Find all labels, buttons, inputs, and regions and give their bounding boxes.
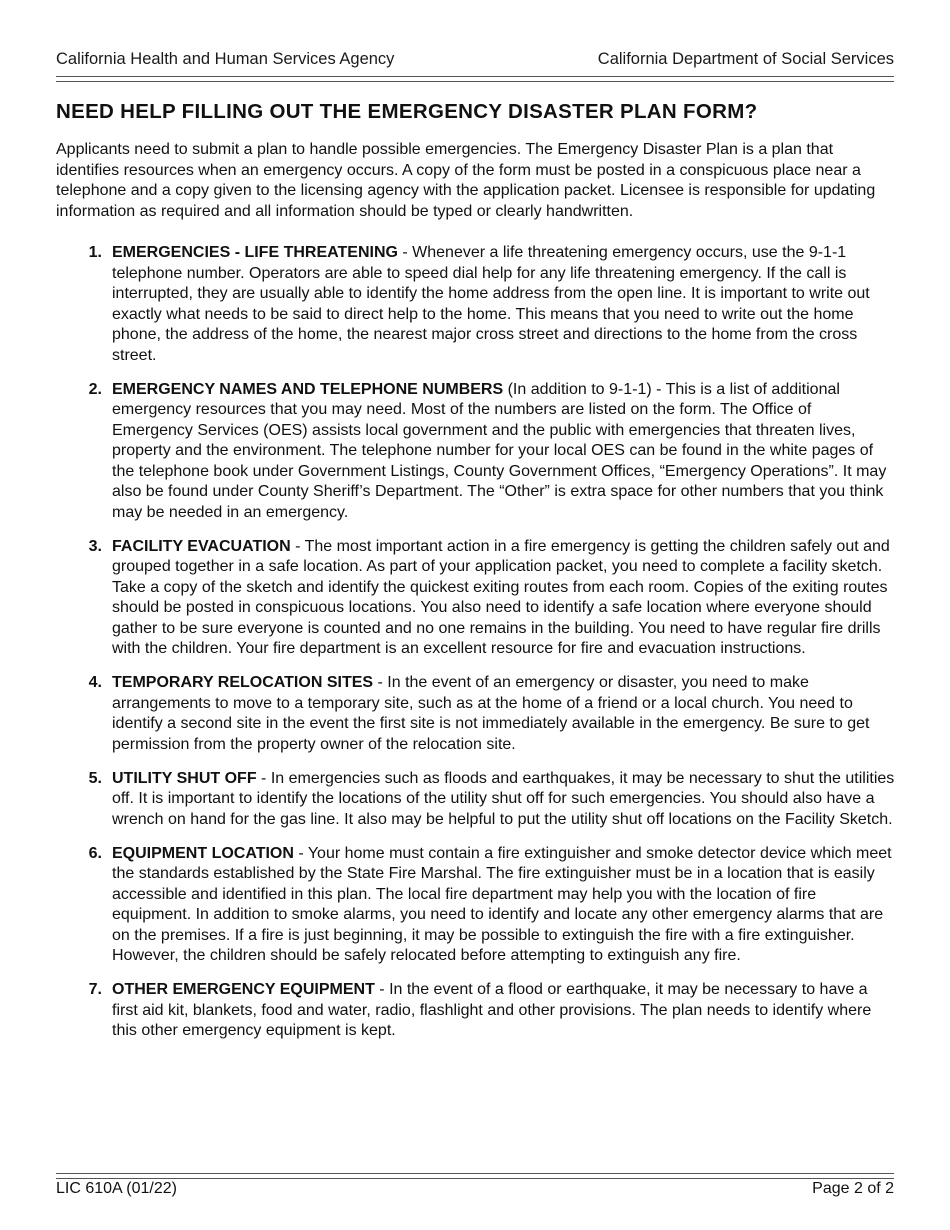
- list-item: [56, 380, 896, 524]
- item-body: - In the event of an emergency or disaster, you need to make arrangements to move to a temporary site, such as at the home of a friend or a local church. You need to identify a second site in the event the first site is not immediately available in the emergency. Be sure to get permission from the property owner of the relocation site.: [112, 674, 870, 753]
- list-item: [56, 980, 896, 1042]
- instructions-list: [56, 243, 896, 1055]
- list-item: [56, 769, 896, 831]
- item-number: 5.: [88, 769, 102, 787]
- list-item: [56, 243, 896, 366]
- list-item: [56, 844, 896, 967]
- agency-name: California Health and Human Services Agency: [56, 50, 395, 68]
- item-body: - Whenever a life threatening emergency occurs, use the 9-1-1 telephone number. Operators are able to speed dial help for any life threatening emergency. If the call is interrupted, they are usually able to identify the home address from the open line. It is important to write out exactly what needs to be said to direct help to the home. This means that you need to write out the home phone, the address of the home, the nearest major cross street and directions to the home from the cross street.: [112, 244, 870, 364]
- footer-divider: [56, 1173, 894, 1179]
- list-item: [56, 537, 896, 660]
- item-heading: EMERGENCY NAMES AND TELEPHONE NUMBERS: [112, 380, 504, 398]
- item-heading: TEMPORARY RELOCATION SITES: [112, 674, 374, 691]
- item-number: 4.: [88, 674, 102, 691]
- page-title: NEED HELP FILLING OUT THE EMERGENCY DISASTER PLAN FORM?: [56, 100, 758, 123]
- form-id: LIC 610A (01/22): [56, 1180, 177, 1197]
- list-item: [56, 673, 896, 755]
- item-heading: EMERGENCIES - LIFE THREATENING: [112, 244, 398, 261]
- item-number: 2.: [88, 380, 102, 398]
- intro-paragraph: Applicants need to submit a plan to handle possible emergencies. The Emergency Disaster Plan is a plan that identifies resources when an emergency occurs. A copy of the form must be posted in a conspicuous place near a telephone and a copy given to the licensing agency with the application packet. Licensee is responsible for updating information as required and all information should be typed or clearly handwritten.: [56, 141, 876, 220]
- item-number: 6.: [88, 844, 102, 862]
- item-number: 7.: [88, 981, 102, 998]
- department-name: California Department of Social Services: [597, 50, 894, 68]
- item-heading: EQUIPMENT LOCATION: [112, 844, 294, 862]
- item-body: (In addition to 9-1-1) - This is a list of additional emergency resources that you may need. Most of the numbers are listed on the form. The Office of Emergency Services (OES) assists local government and the public with emergencies that threaten lives, property and the environment. The telephone number for your local OES can be found in the white pages of the telephone book under Government Listings, County Government Offices, “Emergency Operations”. It may also be found under County Sheriff’s Department. The “Other” is extra space for other numbers that you think may be needed in an emergency.: [112, 380, 887, 521]
- page-number: Page 2 of 2: [812, 1180, 894, 1197]
- item-heading: OTHER EMERGENCY EQUIPMENT: [112, 981, 375, 998]
- item-number: 3.: [88, 537, 102, 555]
- item-heading: UTILITY SHUT OFF: [112, 769, 257, 787]
- item-number: 1.: [88, 244, 102, 261]
- item-body: - In the event of a flood or earthquake, it may be necessary to have a first aid kit, blankets, food and water, radio, flashlight and other provisions. The plan needs to identify where this other emergency equipment is kept.: [112, 981, 872, 1039]
- header-divider: [56, 76, 894, 82]
- page-header: [56, 50, 894, 69]
- page-footer: [56, 1180, 894, 1198]
- item-heading: FACILITY EVACUATION: [112, 537, 291, 555]
- item-body: - In emergencies such as floods and earthquakes, it may be necessary to shut the utilities off. It is important to identify the locations of the utility shut off for such emergencies. You should also have a wrench on hand for the gas line. It also may be helpful to put the utility shut off locations on the Facility Sketch.: [112, 769, 895, 828]
- item-body: - Your home must contain a fire extinguisher and smoke detector device which meet the standards established by the State Fire Marshal. The fire extinguisher must be in a location that is easily accessible and identified in this plan. The local fire department may help you with the location of fire equipment. In addition to smoke alarms, you need to identify and locate any other emergency alarms that are on the premises. If a fire is just beginning, it may be possible to extinguish the fire with a fire extinguisher. However, the children should be safely relocated before attempting to extinguish any fire.: [112, 844, 892, 964]
- item-body: - The most important action in a fire emergency is getting the children safely out and grouped together in a safe location. As part of your application packet, you need to complete a facility sketch. Take a copy of the sketch and identify the quickest exiting routes from each room. Copies of the exiting routes should be posted in conspicuous locations. You also need to identify a safe location where everyone should gather to be sure everyone is counted and no one remains in the building. You need to have regular fire drills with the children. Your fire department is an excellent resource for fire and evacuation instructions.: [112, 537, 890, 657]
